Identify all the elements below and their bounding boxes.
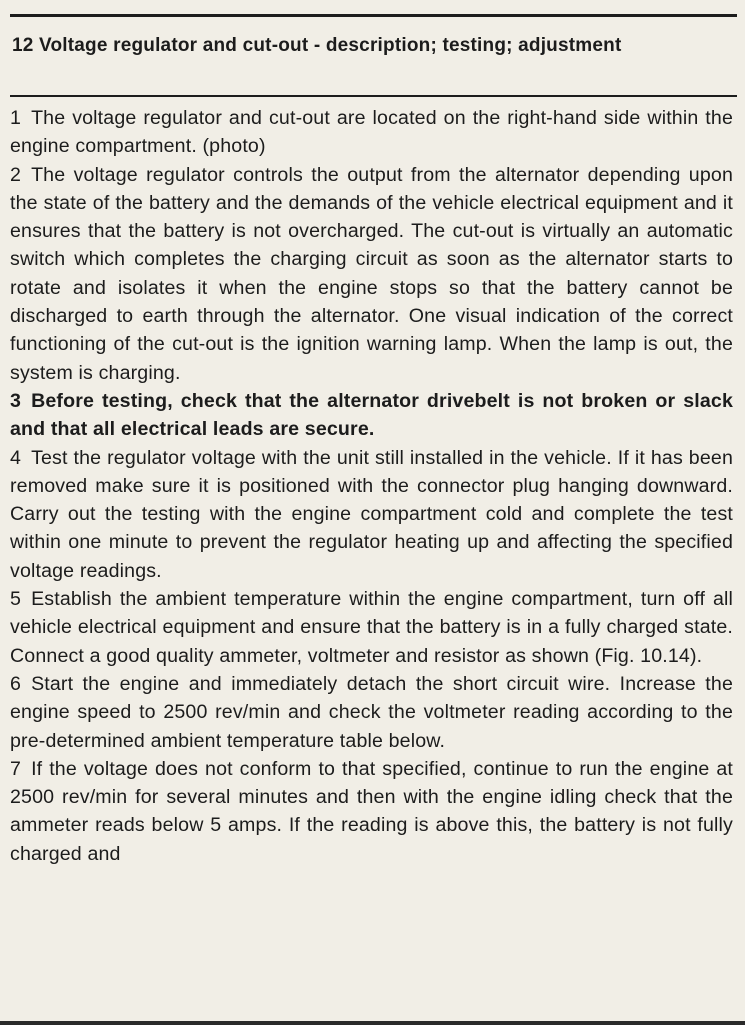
paragraph-number: 1: [10, 107, 22, 129]
paragraph-4: [10, 444, 733, 585]
paragraph-number: 2: [10, 163, 22, 186]
paragraph-number: 3: [10, 389, 22, 412]
paragraph-text: Establish the ambient temperature within the engine compartment, turn off all vehicle electrical equipment and ensure that the battery is in a fully charged state. Connect a good quality ammeter, voltmeter and resistor as shown (Fig. 10.14).: [10, 588, 733, 667]
top-rule: [10, 14, 737, 17]
paragraph-number: 5: [10, 588, 22, 611]
paragraph-number: 6: [10, 672, 22, 695]
paragraph-5: [10, 585, 733, 670]
heading-rule: [10, 95, 737, 97]
paragraph-7: [10, 755, 733, 868]
paragraph-3: [10, 387, 733, 444]
paragraph-text: The voltage regulator controls the output from the alternator depending upon the state of the battery and the demands of the vehicle electrical equipment and it ensures that the battery is not overcharged. The cut-out is virtually an automatic switch which completes the charging circuit as soon as the alternator starts to rotate and isolates it when the engine stops so that the battery cannot be discharged to earth through the alternator. One visual indication of the correct functioning of the cut-out is the ignition warning lamp. When the lamp is out, the system is charging.: [10, 163, 733, 384]
paragraph-number: 7: [10, 757, 22, 780]
bottom-edge: [0, 1021, 745, 1025]
paragraph-2: [10, 161, 733, 387]
paragraph-text: Test the regulator voltage with the unit still installed in the vehicle. If it has been removed make sure it is positioned with the connector plug hanging downward. Carry out the testing with the engine compartment cold and complete the test within one minute to prevent the regulator heating up and affecting the specified voltage readings.: [10, 446, 733, 582]
paragraph-number: 4: [10, 446, 22, 469]
paragraph-text: Before testing, check that the alternator drivebelt is not broken or slack and that all electrical leads are secure.: [10, 389, 733, 441]
section-body: [10, 104, 733, 868]
section-heading: 12 Voltage regulator and cut-out - description; testing; adjustment: [12, 35, 622, 56]
paragraph-6: [10, 670, 733, 755]
paragraph-1: [10, 104, 733, 161]
paragraph-text: The voltage regulator and cut-out are located on the right-hand side within the engine compartment. (photo): [10, 107, 733, 158]
paragraph-text: If the voltage does not conform to that specified, continue to run the engine at 2500 rev/min for several minutes and then with the engine idling check that the ammeter reads below 5 amps. If the reading is above this, the battery is not fully charged and: [10, 757, 733, 865]
paragraph-text: Start the engine and immediately detach the short circuit wire. Increase the engine speed to 2500 rev/min and check the voltmeter reading according to the pre-determined ambient temperature table below.: [10, 672, 733, 752]
